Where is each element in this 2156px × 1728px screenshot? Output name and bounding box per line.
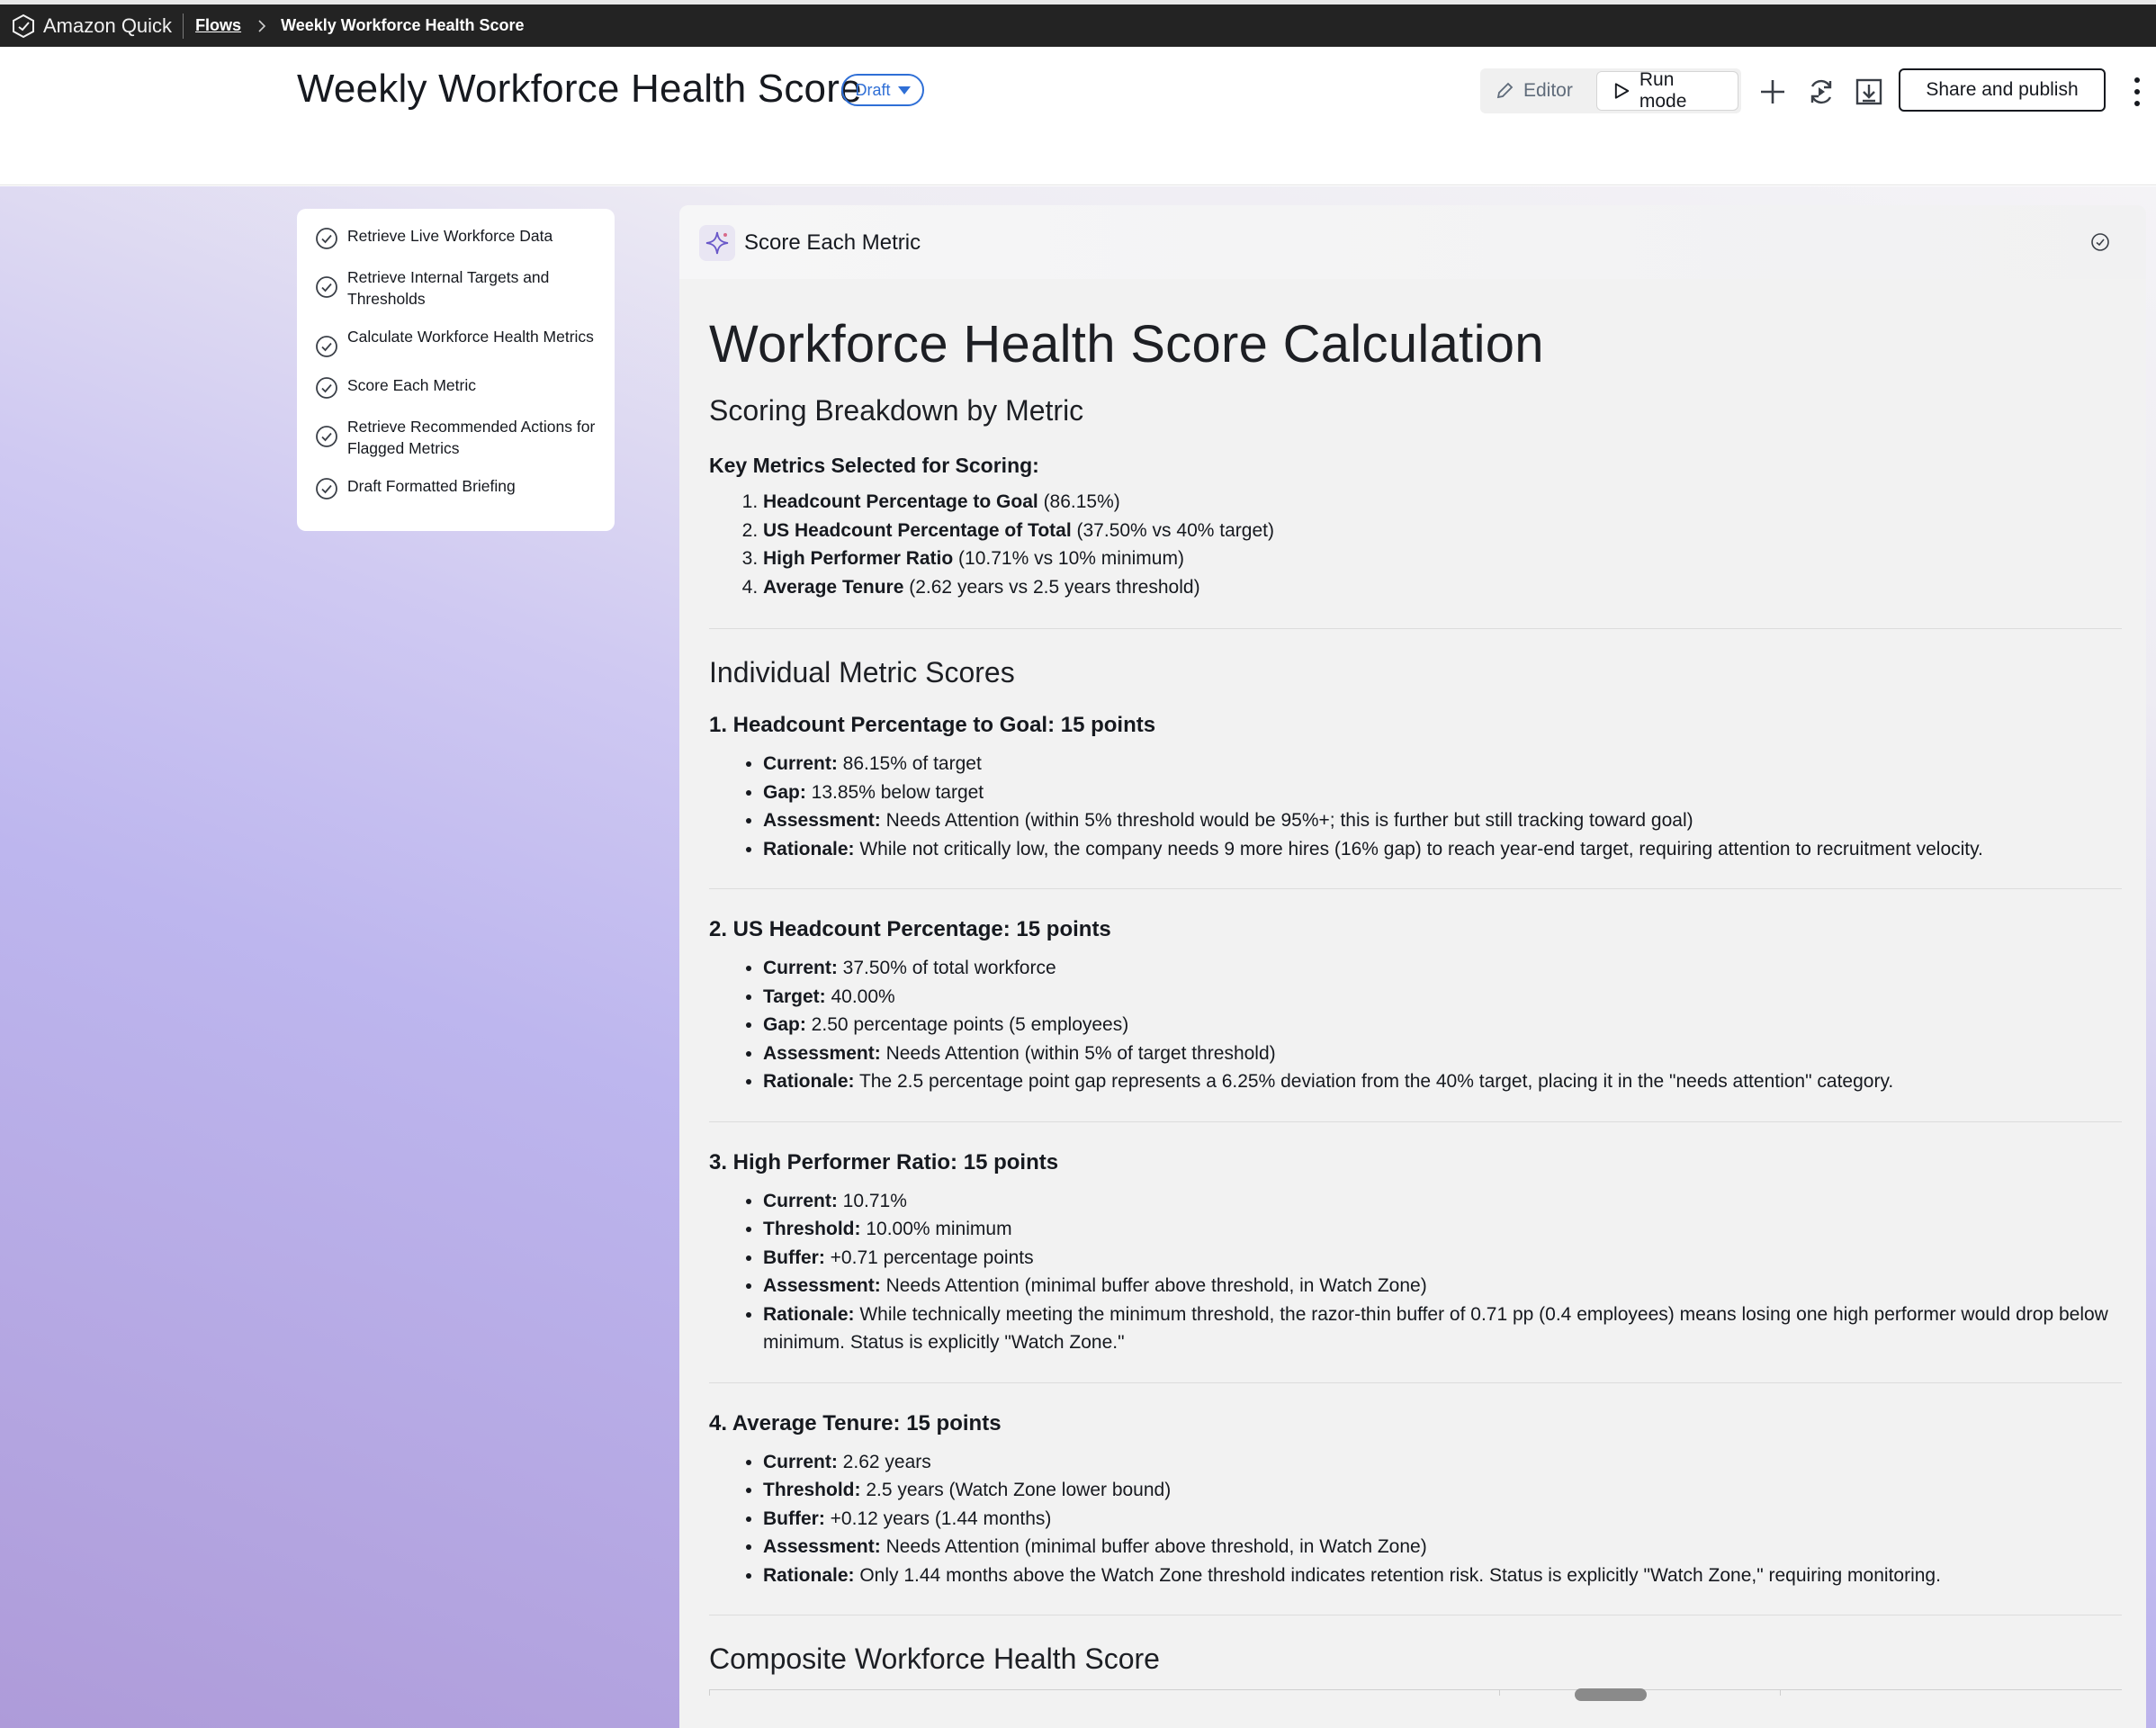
metric-heading-1: 1. Headcount Percentage to Goal: 15 points xyxy=(709,713,1156,737)
check-circle-icon xyxy=(315,477,338,500)
chevron-right-icon xyxy=(256,20,268,32)
list-item: • Threshold: 10.00% minimum xyxy=(763,1215,2122,1244)
step-label: Score Each Metric xyxy=(347,376,476,394)
divider xyxy=(709,628,2122,629)
markdown-output xyxy=(709,279,2122,1695)
metric-heading-4: 4. Average Tenure: 15 points xyxy=(709,1410,1002,1436)
more-options-icon[interactable] xyxy=(2128,74,2146,110)
metric-heading-2: 2. US Headcount Percentage: 15 points xyxy=(709,917,1111,941)
pencil-icon xyxy=(1495,81,1514,101)
step-label: Retrieve Recommended Actions for Flagged Metrics xyxy=(347,418,596,457)
section-heading-composite: Composite Workforce Health Score xyxy=(709,1642,1160,1675)
divider xyxy=(709,1121,2122,1122)
metric-details-list xyxy=(709,1187,2122,1357)
sync-button[interactable] xyxy=(1803,74,1839,110)
metric-heading-3: 3. High Performer Ratio: 15 points xyxy=(709,1149,1059,1174)
list-item: • Current: 37.50% of total workforce xyxy=(763,954,2122,983)
sync-icon xyxy=(1806,76,1837,107)
step-output-panel xyxy=(679,205,2146,1728)
list-item: • Rationale: While technically meeting the minimum threshold, the razor-thin buffer of 0.71 pp (0.4 employees) means losing one high performer would drop below minimum. Status is explicitly "Watch Zone." xyxy=(763,1300,2122,1357)
share-and-publish-button[interactable]: Share and publish xyxy=(1899,68,2106,112)
list-item: • Target: 40.00% xyxy=(763,983,2122,1012)
check-circle-icon xyxy=(315,425,338,448)
page-title: Weekly Workforce Health Score xyxy=(297,67,862,111)
sparkle-icon xyxy=(699,225,735,261)
check-circle-icon xyxy=(315,227,338,250)
caret-down-icon xyxy=(898,86,911,94)
step-label: Calculate Workforce Health Metrics xyxy=(347,328,594,346)
step-item-calculate-metrics[interactable] xyxy=(315,326,597,358)
step-label: Draft Formatted Briefing xyxy=(347,477,516,495)
list-item: • Rationale: While not critically low, the company needs 9 more hires (16% gap) to reach year-end target, requiring attention to recruitment velocity. xyxy=(763,835,2122,864)
plus-icon xyxy=(1758,77,1787,106)
list-item: • Threshold: 2.5 years (Watch Zone lower bound) xyxy=(763,1476,2122,1505)
editor-mode-button[interactable] xyxy=(1480,68,1596,113)
list-item: • Buffer: +0.71 percentage points xyxy=(763,1244,2122,1273)
panel-header xyxy=(679,205,2146,279)
list-item: • Assessment: Needs Attention (minimal buffer above threshold, in Watch Zone) xyxy=(763,1272,2122,1300)
run-mode-button[interactable] xyxy=(1596,71,1738,111)
check-circle-icon xyxy=(315,275,338,299)
divider xyxy=(709,888,2122,889)
panel-title: Score Each Metric xyxy=(744,230,921,255)
section-heading-breakdown: Scoring Breakdown by Metric xyxy=(709,394,1084,427)
steps-sidebar xyxy=(297,209,615,531)
list-item: • Gap: 2.50 percentage points (5 employees) xyxy=(763,1011,2122,1040)
breadcrumb-flows-link[interactable]: Flows xyxy=(195,16,242,34)
editor-mode-label: Editor xyxy=(1523,80,1573,101)
check-circle-icon xyxy=(315,335,338,358)
play-icon xyxy=(1612,81,1630,101)
metric-details-list xyxy=(709,954,2122,1096)
key-metrics-list xyxy=(709,488,2122,601)
draft-status-dropdown[interactable] xyxy=(841,74,924,106)
list-item: • Assessment: Needs Attention (within 5% of target threshold) xyxy=(763,1040,2122,1068)
divider xyxy=(709,1382,2122,1383)
brand-name[interactable]: Amazon Quick xyxy=(43,14,173,37)
step-item-retrieve-live-data[interactable] xyxy=(315,225,597,250)
list-item: • Assessment: Needs Attention (minimal buffer above threshold, in Watch Zone) xyxy=(763,1533,2122,1562)
step-item-retrieve-actions[interactable] xyxy=(315,416,597,459)
metric-details-list xyxy=(709,1448,2122,1590)
list-item: • Rationale: Only 1.44 months above the Watch Zone threshold indicates retention risk. Status is explicitly "Watch Zone," requiring monitoring. xyxy=(763,1562,2122,1590)
list-item: 4. Average Tenure (2.62 years vs 2.5 years threshold) xyxy=(763,573,2122,602)
mode-switch xyxy=(1480,68,1741,113)
step-item-retrieve-targets[interactable] xyxy=(315,266,597,310)
breadcrumb-current: Weekly Workforce Health Score xyxy=(281,16,525,34)
list-item: • Current: 10.71% xyxy=(763,1187,2122,1216)
section-heading-individual: Individual Metric Scores xyxy=(709,656,1015,688)
step-item-score-each-metric[interactable] xyxy=(315,374,597,400)
step-label: Retrieve Live Workforce Data xyxy=(347,227,553,245)
download-icon xyxy=(1855,77,1883,106)
scroll-handle[interactable] xyxy=(1575,1688,1647,1701)
composite-table-top xyxy=(709,1689,2122,1695)
list-item: • Rationale: The 2.5 percentage point gap represents a 6.25% deviation from the 40% target, placing it in the "needs attention" category. xyxy=(763,1067,2122,1096)
list-item: • Buffer: +0.12 years (1.44 months) xyxy=(763,1505,2122,1534)
topbar-divider xyxy=(183,14,184,39)
amazon-quick-logo-icon[interactable] xyxy=(11,14,36,39)
status-badge-label: Draft xyxy=(855,80,891,99)
divider xyxy=(709,1615,2122,1616)
list-item: 1. Headcount Percentage to Goal (86.15%) xyxy=(763,488,2122,517)
list-item: • Current: 2.62 years xyxy=(763,1448,2122,1477)
key-metrics-heading: Key Metrics Selected for Scoring: xyxy=(709,454,1039,477)
output-heading: Workforce Health Score Calculation xyxy=(709,315,1544,374)
list-item: • Gap: 13.85% below target xyxy=(763,778,2122,807)
check-circle-icon xyxy=(315,376,338,400)
list-item: 2. US Headcount Percentage of Total (37.50% vs 40% target) xyxy=(763,517,2122,545)
page-header xyxy=(0,47,2156,185)
check-circle-icon xyxy=(2090,232,2110,252)
metric-details-list xyxy=(709,750,2122,863)
list-item: • Assessment: Needs Attention (within 5% threshold would be 95%+; this is further but still tracking toward goal) xyxy=(763,806,2122,835)
step-item-draft-briefing[interactable] xyxy=(315,475,597,500)
top-bar xyxy=(0,0,2156,47)
add-button[interactable] xyxy=(1755,74,1791,110)
run-mode-label: Run mode xyxy=(1639,69,1687,112)
list-item: • Current: 86.15% of target xyxy=(763,750,2122,778)
export-button[interactable] xyxy=(1851,74,1887,110)
list-item: 3. High Performer Ratio (10.71% vs 10% minimum) xyxy=(763,544,2122,573)
step-label: Retrieve Internal Targets and Thresholds xyxy=(347,268,550,308)
